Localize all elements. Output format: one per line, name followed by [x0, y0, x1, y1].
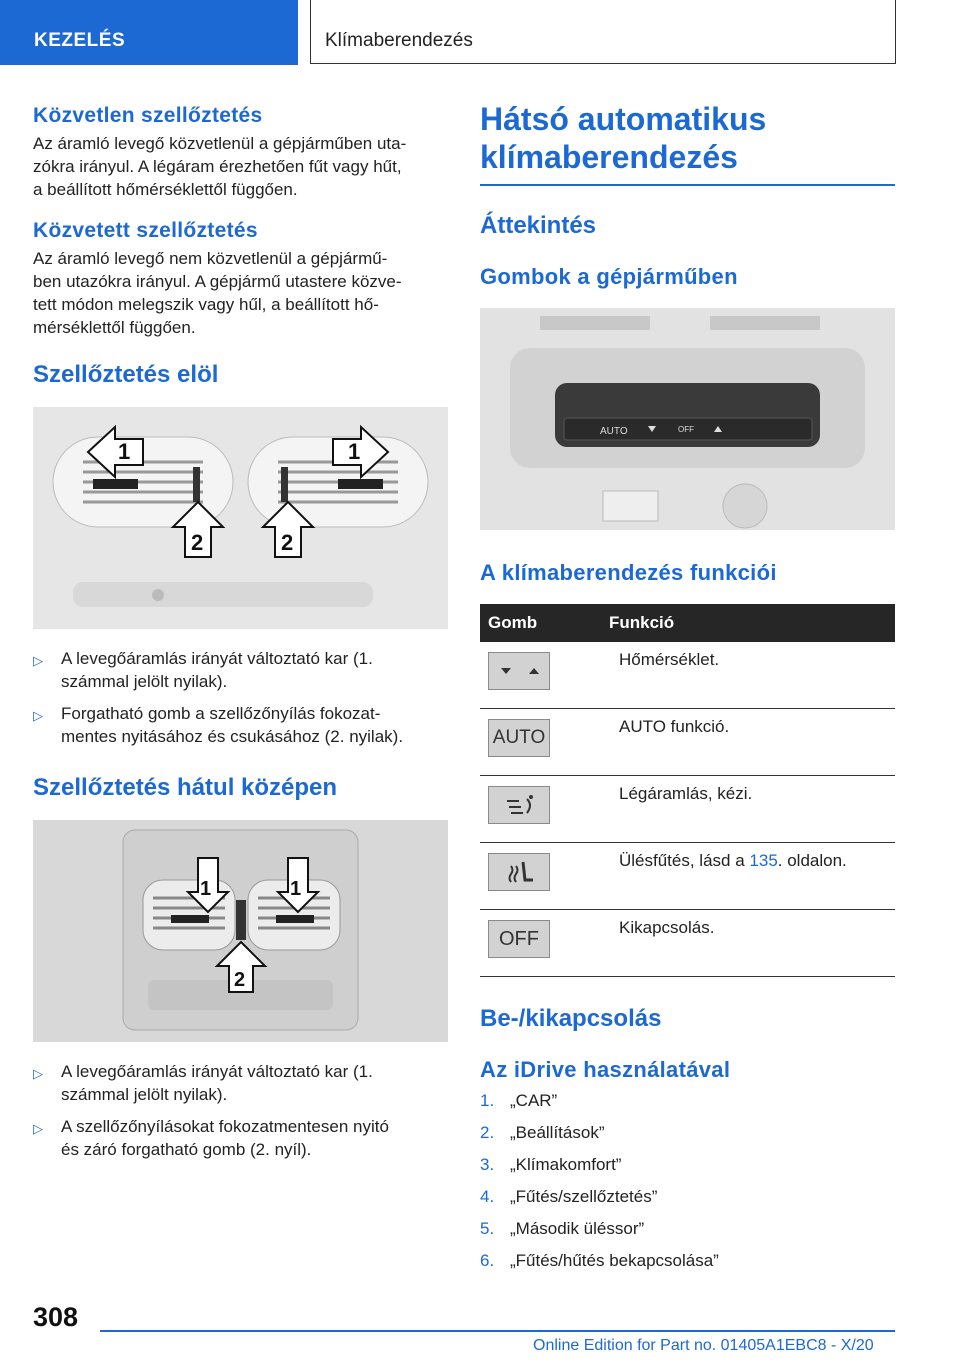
buttons-heading: Gombok a gépjárműben	[480, 264, 738, 289]
indirect-ventilation-text: Az áramló levegő nem közvetlenül a gépjármű- ben utazókra irányul. A gépjármű utastere közve- tett módon melegszik vagy hűl, a beállított hő- mérséklettől függően.	[33, 249, 402, 337]
list-item: ▷ A szellőzőnyílásokat fokozatmentesen nyitó és záró forgatható gomb (2. nyíl).	[33, 1117, 389, 1159]
arrow-label-2b: 2	[281, 530, 294, 555]
heading-rule	[480, 184, 895, 186]
table-row	[480, 642, 895, 709]
list-item: 2. „Beállítások”	[480, 1123, 605, 1142]
section-title: KEZELÉS	[34, 30, 126, 51]
table-header-function: Funkció	[601, 604, 895, 642]
list-item: ▷ A levegőáramlás irányát változtató kar (1. számmal jelölt nyilak).	[33, 1062, 373, 1104]
direct-ventilation-heading: Közvetlen szellőztetés	[33, 104, 263, 127]
seat-heating-icon	[488, 853, 550, 891]
table-cell-function: AUTO funkció.	[601, 709, 895, 776]
rear-center-ventilation-heading: Szellőztetés hátul középen	[33, 774, 338, 801]
panel-off-label: OFF	[678, 425, 694, 434]
arrow-label-2c: 2	[234, 969, 246, 991]
bullet-triangle-icon: ▷	[33, 1121, 43, 1136]
front-vents-image	[33, 407, 448, 629]
table-header-button: Gomb	[480, 604, 601, 642]
table-header-row	[480, 604, 895, 642]
footer-rule	[100, 1330, 895, 1332]
functions-heading: A klímaberendezés funkciói	[480, 560, 777, 585]
rear-panel-illustration	[480, 308, 895, 530]
arrow-label-1b: 1	[348, 439, 361, 464]
table-cell-function: Hőmérséklet.	[601, 642, 895, 709]
rear-climate-heading: Hátsó automatikus klímaberendezés	[480, 101, 767, 175]
rear-vents-illustration	[33, 820, 448, 1042]
list-item: 5. „Második üléssor”	[480, 1219, 645, 1238]
list-item: 6. „Fűtés/hűtés bekapcsolása”	[480, 1251, 719, 1270]
temperature-arrows-icon	[488, 652, 550, 690]
on-off-heading: Be-/kikapcsolás	[480, 1005, 662, 1032]
front-bullets	[33, 647, 448, 748]
bullet-triangle-icon: ▷	[33, 653, 43, 668]
overview-heading: Áttekintés	[480, 212, 597, 239]
idrive-heading: Az iDrive használatával	[480, 1057, 731, 1082]
airflow-manual-icon	[488, 786, 550, 824]
rear-vents-image	[33, 820, 448, 1042]
functions-table	[480, 604, 895, 977]
table-row	[480, 776, 895, 843]
chapter-title: Klímaberendezés	[325, 30, 473, 51]
left-column	[33, 100, 448, 1170]
arrow-label-1c: 1	[200, 878, 212, 900]
list-item: ▷ Forgatható gomb a szellőzőnyílás fokozat- mentes nyitásához és csukásához (2. nyilak).	[33, 704, 404, 746]
bullet-triangle-icon: ▷	[33, 708, 43, 723]
arrow-label-1a: 1	[118, 439, 131, 464]
list-item: 1. „CAR”	[480, 1091, 558, 1110]
steps-list	[480, 1091, 895, 1283]
front-ventilation-heading: Szellőztetés elöl	[33, 361, 219, 388]
indirect-ventilation-heading: Közvetett szellőztetés	[33, 219, 258, 242]
bullet-triangle-icon: ▷	[33, 1066, 43, 1081]
list-item: 4. „Fűtés/szellőztetés”	[480, 1187, 658, 1206]
auto-icon: AUTO	[488, 719, 550, 757]
section-tab	[0, 0, 298, 65]
arrow-label-1d: 1	[290, 878, 302, 900]
panel-auto-label: AUTO	[600, 426, 628, 437]
page-reference-link[interactable]: 135	[749, 851, 778, 870]
table-cell-function: Kikapcsolás.	[601, 910, 895, 977]
direct-ventilation-text: Az áramló levegő közvetlenül a gépjárműben uta- zókra irányul. A légáram érezhetően fűt vagy hűt, a beállított hőmérséklettől függően.	[33, 134, 407, 199]
rear-panel-image	[480, 308, 895, 530]
list-item: ▷ A levegőáramlás irányát változtató kar (1. számmal jelölt nyilak).	[33, 649, 373, 691]
table-cell-function: Ülésfűtés, lásd a 135. oldalon.	[601, 843, 895, 910]
table-row	[480, 843, 895, 910]
right-column	[480, 100, 895, 1283]
page-number: 308	[33, 1302, 79, 1332]
edition-info: Online Edition for Part no. 01405A1EBC8 - X/20	[533, 1337, 874, 1354]
front-vents-illustration	[33, 407, 448, 629]
chapter-box	[310, 0, 896, 64]
table-cell-function: Légáramlás, kézi.	[601, 776, 895, 843]
table-row	[480, 709, 895, 776]
off-icon: OFF	[488, 920, 550, 958]
list-item: 3. „Klímakomfort”	[480, 1155, 622, 1174]
rear-bullets	[33, 1060, 448, 1161]
arrow-label-2a: 2	[191, 530, 204, 555]
table-row	[480, 910, 895, 977]
